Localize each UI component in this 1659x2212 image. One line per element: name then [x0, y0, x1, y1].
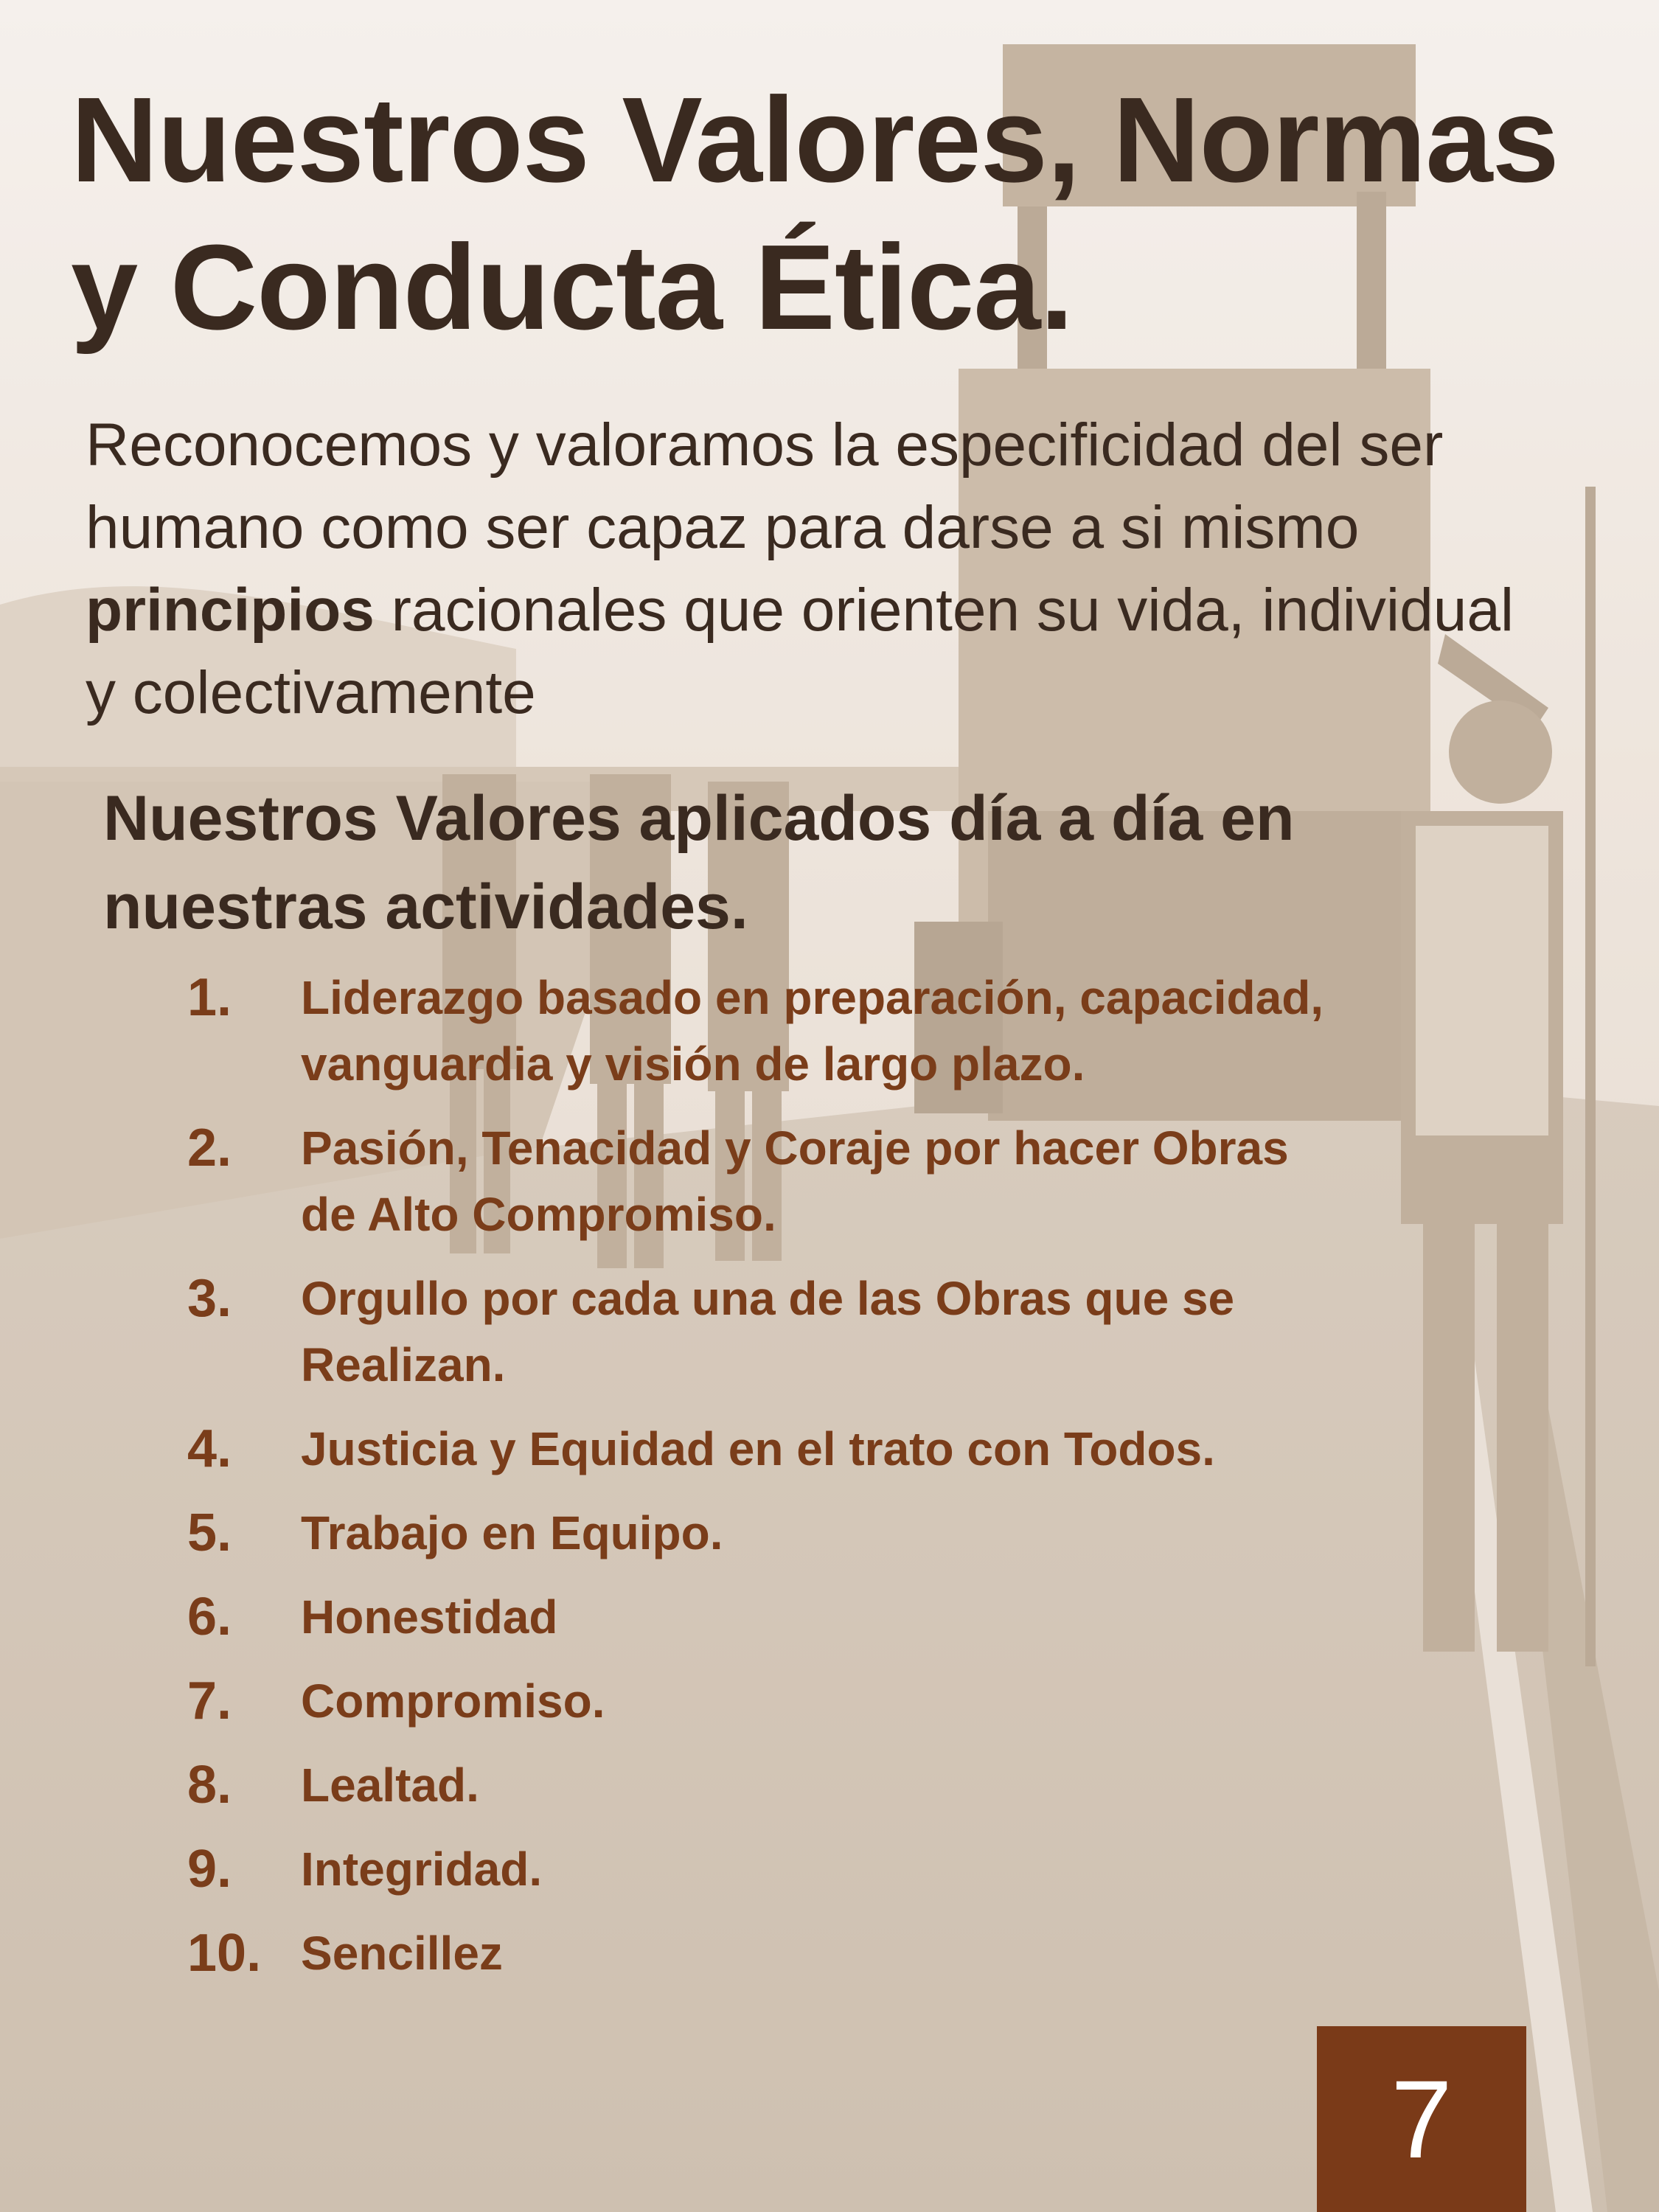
- list-item-text: Integridad.: [301, 1843, 543, 1896]
- list-item-text: Honestidad: [301, 1590, 558, 1644]
- intro-paragraph: [86, 404, 1545, 734]
- intro-text-end: racionales que orienten su vida, individual y colectivamente: [86, 577, 1514, 726]
- values-subtitle: Nuestros Valores aplicados día a día en nuestras actividades.: [103, 783, 1295, 942]
- values-list: [187, 964, 1338, 2004]
- page-title: Nuestros Valores, Normas y Conducta Ética.: [71, 72, 1559, 355]
- list-item-text: Justicia y Equidad en el trato con Todos.: [301, 1422, 1215, 1475]
- page-number-badge: 7: [1317, 2026, 1526, 2212]
- list-item: [187, 964, 1338, 1097]
- intro-bold-word: principios: [86, 577, 375, 644]
- list-item-number: 2.: [187, 1119, 232, 1178]
- list-item-number: 8.: [187, 1756, 232, 1815]
- list-item: [187, 1416, 1338, 1482]
- list-item: [187, 1752, 1338, 1818]
- list-item-number: 3.: [187, 1269, 232, 1328]
- list-item: [187, 1584, 1338, 1650]
- list-item-text: Trabajo en Equipo.: [301, 1506, 723, 1559]
- list-item-number: 7.: [187, 1672, 232, 1731]
- list-item-text: Compromiso.: [301, 1674, 605, 1728]
- list-item-number: 5.: [187, 1503, 232, 1562]
- list-item: [187, 1500, 1338, 1566]
- list-item-number: 6.: [187, 1587, 232, 1646]
- list-item-text: Liderazgo basado en preparación, capacidad, vanguardia y visión de largo plazo.: [301, 971, 1324, 1091]
- list-item: [187, 1836, 1338, 1902]
- list-item-text: Sencillez: [301, 1927, 503, 1980]
- list-item-text: Lealtad.: [301, 1759, 479, 1812]
- list-item-text: Pasión, Tenacidad y Coraje por hacer Obras de Alto Compromiso.: [301, 1121, 1289, 1241]
- list-item: [187, 1265, 1338, 1398]
- list-item: [187, 1115, 1338, 1248]
- list-item-number: 10.: [187, 1924, 262, 1983]
- list-item-number: 9.: [187, 1840, 232, 1899]
- list-item: [187, 1668, 1338, 1734]
- list-item-text: Orgullo por cada una de las Obras que se Realizan.: [301, 1272, 1235, 1391]
- list-item: [187, 1920, 1338, 1986]
- list-item-number: 1.: [187, 968, 232, 1027]
- intro-text-start: Reconocemos y valoramos la especificidad del ser humano como ser capaz para darse a si mismo: [86, 411, 1444, 561]
- list-item-number: 4.: [187, 1419, 232, 1478]
